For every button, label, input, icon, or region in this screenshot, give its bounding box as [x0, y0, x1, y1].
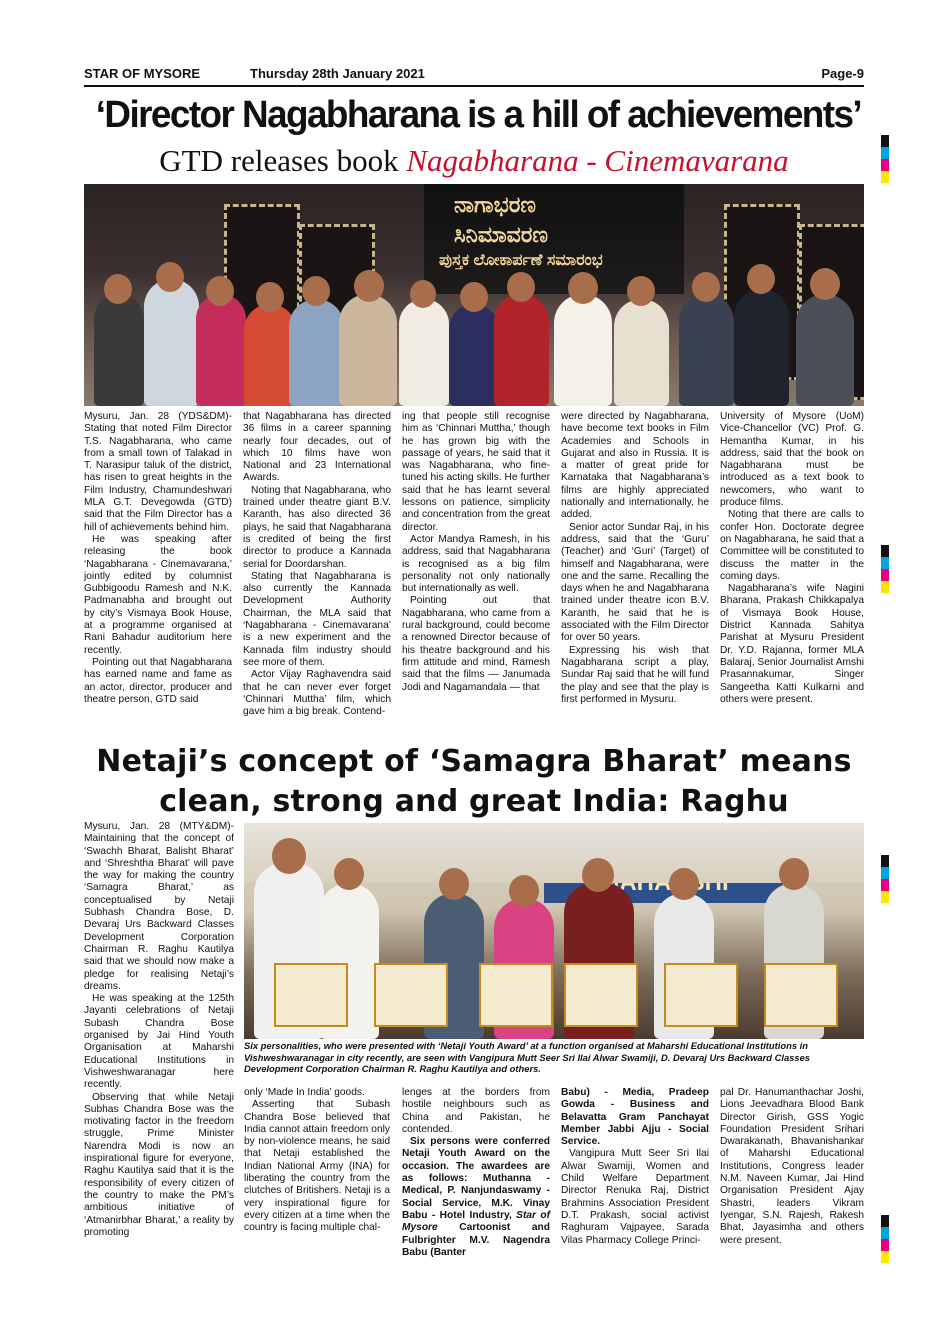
- person-figure: [614, 299, 669, 406]
- story2-column-2: [244, 1087, 390, 1235]
- publication-name: STAR OF MYSORE: [84, 66, 201, 81]
- story1-column-4: [561, 411, 709, 706]
- story1-headline: ‘Director Nagabharana is a hill of achievements’: [95, 94, 862, 136]
- person-head: [439, 868, 469, 900]
- person-figure: [734, 289, 789, 406]
- page-header: [84, 66, 864, 84]
- subhead-prefix: GTD releases book: [159, 143, 407, 178]
- story1-column-2: [243, 411, 391, 718]
- awardees-text-cont: Cartoonist and Fulbrighter M.V. Nagendra Babu (Banter: [402, 1222, 550, 1258]
- award-plaque: [479, 963, 553, 1027]
- story1-col1-paragraph: Mysuru, Jan. 28 (YDS&DM)- Stating that noted Film Director T.S. Nagabharana, who came from a small town of Talakad in T. Narasipur taluk of the district, has risen to great heights in the Film Industry, Chamundeshwari MLA G.T. Devegowda (GTD) said that the Film Director has a hill of achievements behind him.: [84, 411, 232, 533]
- banner-line2: ಸಿನಿಮಾವರಣ: [454, 222, 548, 247]
- color-registration-bar: [881, 855, 889, 903]
- person-figure: [494, 294, 549, 406]
- story2-photo-caption: Six personalities, who were presented with ‘Netaji Youth Award’ at a function organised at Maharshi Educational Institutions in Vishweshwaranagar in city recently, are seen with Vangipura Mutt Seer Sri Ilai Alwar Swamiji, D. Devaraj Urs Backward Classes Development Corporation Chairman R. Raghu Kautilya and others.: [244, 1040, 811, 1074]
- story1-photo: [84, 184, 864, 406]
- story2-col1-paragraph: He was speaking at the 125th Jayanti celebrations of Netaji Subash Chandra Bose organised by Jai Hind Youth Organisation at Maharshi Educational Institutions in Vishweshwaranagar here recently.: [84, 993, 234, 1091]
- story1-col5-paragraph: Nagabharana’s wife Nagini Bharana, Prakash Chikkapalya of Vismaya Book House, District Kannada Sahitya Parishat at Mysuru President Dr. Y.D. Rajanna, former MLA Balaraj, Senior Journalist Amshi Prasannakumar, Singer Sangeetha Katti Kulkarni and others were present.: [720, 583, 864, 705]
- story2-col2-paragraph: Asserting that Subash Chandra Bose believed that India cannot attain freedom only by non-violence means, he said that Netaji established the Indian National Army (INA) for liberating the country from the clutches of Britishers. Netaji is a very inspirational figure for every citizen at a time when the country is facing multiple chal-: [244, 1099, 390, 1234]
- person-head: [507, 272, 535, 302]
- story1-col3-paragraph: ing that people still recognise him as ‘Chinnari Muttha,’ though he has grown big with the passage of years, he said that it was Nagabharana, who fine-tuned his acting skills. He further said that he has learnt several lessons on patience, simplicity and concentration from the great director.: [402, 411, 550, 533]
- person-head: [810, 268, 840, 300]
- story1-col2-paragraph: Noting that Nagabharana, who trained under theatre giant B.V. Karanth, has also directed 36 plays, he said that Nagabharana is credited of being the first director to produce a Kannada serial for Doordarshan.: [243, 484, 391, 570]
- person-head: [354, 270, 384, 302]
- story2-column-1: [84, 821, 234, 1239]
- person-head: [156, 262, 184, 292]
- person-figure: [399, 299, 449, 406]
- col4-paragraph1: Babu) - Media, Pradeep Gowda - Business and Belavatta Gram Panchayat Member Jabbi Ajju - Social Service.: [561, 1087, 709, 1148]
- story1-col2-paragraph: Stating that Nagabharana is also currently the Kannada Development Authority Chairman, the MLA said that ‘Nagabharana - Cinemavarana’ is a new experiment and the Kannada film industry should see more of them.: [243, 570, 391, 668]
- banner-line1: ನಾಗಾಭರಣ: [454, 192, 536, 217]
- person-figure: [554, 294, 612, 406]
- story2-headline-line1: Netaji’s concept of ‘Samagra Bharat’ means: [96, 744, 852, 779]
- person-head: [582, 858, 614, 892]
- award-plaque: [764, 963, 838, 1027]
- story2-photo: [244, 823, 864, 1039]
- person-head: [460, 282, 488, 312]
- person-head: [256, 282, 284, 312]
- color-registration-bar: [881, 1215, 889, 1263]
- person-head: [272, 838, 306, 874]
- col3-paragraph2: [402, 1136, 550, 1259]
- story1-col1-paragraph: Pointing out that Nagabharana has earned name and fame as an actor, director, producer and theatre person, GTD said: [84, 656, 232, 705]
- story2-col2-paragraph: only ‘Made In India’ goods.: [244, 1087, 365, 1098]
- person-figure: [196, 294, 246, 406]
- person-head: [302, 276, 330, 306]
- story1-col4-paragraph: Senior actor Sundar Raj, in his address, said that the ‘Guru’ (Teacher) and ‘Guri’ (Target) of himself and Nagabharana, were one and the same. Recalling the days when he and Nagabharana trained under theatre icon B.V. Karanth, he said that he is associated with the Film Director for over 50 years.: [561, 521, 709, 644]
- person-head: [669, 868, 699, 900]
- person-head: [410, 280, 436, 308]
- story1-subhead: [84, 143, 864, 179]
- story2-column-5: [720, 1087, 864, 1247]
- award-plaque: [374, 963, 448, 1027]
- person-figure: [679, 294, 734, 406]
- person-head: [692, 272, 720, 302]
- story1-column-1: [84, 411, 232, 706]
- story1-col3-paragraph: Actor Mandya Ramesh, in his address, said that Nagabharana is recognised as a big film personality not only nationally but internationally as well.: [402, 533, 550, 595]
- person-head: [334, 858, 364, 890]
- story1-col5-paragraph: University of Mysore (UoM) Vice-Chancellor (VC) Prof. G. Hemantha Kumar, in his address, said that the book on Nagabharana must be introduced as a text book to newcomers, who want to produce films.: [720, 411, 864, 509]
- award-plaque: [664, 963, 738, 1027]
- story2-column-4: [561, 1087, 709, 1247]
- story1-column-3: [402, 411, 550, 694]
- banner-line3: ಪುಸ್ತಕ ಲೋಕಾರ್ಪಣೆ ಸಮಾರಂಭ: [439, 252, 603, 269]
- newspaper-name: Star of Mysore: [402, 1209, 550, 1234]
- story1-col2-paragraph: Actor Vijay Raghavendra said that he can never ever forget ‘Chinnari Muttha’ film, which gave him a big break. Contend-: [243, 669, 391, 718]
- story2-headline-line2: clean, strong and great India: Raghu: [159, 784, 789, 819]
- story1-col2-paragraph: that Nagabharana has directed 36 films in a career spanning nearly four decades, out of which 10 films have won National and 23 International Awards.: [243, 411, 391, 484]
- award-plaque: [564, 963, 638, 1027]
- col3-paragraph1: lenges at the borders from hostile neighbours such as China and Pakistan, he contended.: [402, 1087, 550, 1135]
- story1-col4-paragraph: Expressing his wish that Nagabharana script a play, Sundar Raj said that he will fund the play and see that the play is first performed in Mysuru.: [561, 644, 709, 705]
- person-head: [747, 264, 775, 294]
- issue-date: Thursday 28th January 2021: [250, 66, 425, 81]
- story2-column-3: [402, 1087, 550, 1259]
- col4-paragraph2: Vangipura Mutt Seer Sri Ilai Alwar Swamiji, Women and Child Welfare Department Director Renuka Raj, District Brahmins Association President D.T. Prakash, social activist Raghuram Vajpayee, Sarada Vilas Pharmacy College Princi-: [561, 1148, 709, 1246]
- subhead-book-title: Nagabharana - Cinemavarana: [406, 143, 789, 178]
- story2-col1-paragraph: Observing that while Netaji Subhas Chandra Bose was the motivating factor in the freedom struggle, Prime Minister Narendra Modi is now an inspirational figure for everyone, Raghu Kautilya said that it is the responsibility of every citizen of the country to make the PM’s ambitious initiative of ‘Atmanirbhar Bharat,’ a reality by promoting: [84, 1091, 234, 1238]
- person-head: [568, 272, 598, 304]
- awardees-text: Six persons were conferred Netaji Youth Award on the occasion. The awardees are as follows: Muthanna - Medical, P. Nanjundaswamy - Social Service, M.K. Vinay Babu - Hotel Industry,: [402, 1136, 550, 1221]
- story1-col5-paragraph: Noting that there are calls to confer Hon. Doctorate degree on Nagabharana, he said that a Committee will be constituted to discuss the matter in the coming days.: [720, 509, 864, 582]
- person-figure: [449, 304, 499, 406]
- story2-col1-paragraph: Mysuru, Jan. 28 (MTY&DM)- Maintaining that the concept of ‘Swachh Bharat, Balisht Bharat’ and ‘Shreshtha Bharat’ will pave the way for making the country ‘Samagra Bharat,’ as conceptualised by Netaji Subhash Chandra Bose, D. Devaraj Urs Backward Classes Development Corporation Chairman R. Raghu Kautilya said that we should now make a pledge for realising Netaji’s dreams.: [84, 821, 234, 992]
- person-figure: [289, 299, 344, 406]
- person-figure: [94, 294, 144, 406]
- color-registration-bar: [881, 135, 889, 183]
- story1-col3-paragraph: Pointing out that Nagabharana, who came from a rural background, could become a renowned Director because of his theatre background and his firm attitude and mind, Ramesh said that the films — Janumada Jodi and Nagamandala — that: [402, 595, 550, 693]
- person-head: [779, 858, 809, 890]
- story1-column-5: [720, 411, 864, 706]
- story1-col1-paragraph: He was speaking after releasing the book ‘Nagabharana - Cinemavarana,’ jointly edited by columnist Gubbigoodu Ramesh and N.K. Padmanabha and brought out by city’s Vismaya Book House, at a programme organised at Rani Bahadur auditorium here recently.: [84, 533, 232, 656]
- person-head: [206, 276, 234, 306]
- person-figure: [144, 279, 199, 406]
- person-head: [509, 875, 539, 907]
- story2-col5-paragraph: pal Dr. Hanumanthachar Joshi, Lions Jeevadhara Blood Bank Director Girish, GSS Yogic Foundation President Srihari Dwarakanath, Bhavanishankar of Maharshi Educational Institutions, Congress leader N.M. Naveen Kumar, Jai Hind Organisation President Ajay Shastri, leaders Vikram Iyengar, S.N. Rajesh, Rakesh Bhat, Jayasimha and others were present.: [720, 1087, 864, 1246]
- page-number: Page-9: [821, 66, 864, 81]
- story1-col4-paragraph: were directed by Nagabharana, have become text books in Film Academies and Schools in Gujarat and also in Russia. It is a matter of great pride for Karnataka that Nagabharana’s films are highly appreciated nationally and internationally, he added.: [561, 411, 709, 521]
- person-figure: [339, 294, 397, 406]
- color-registration-bar: [881, 545, 889, 593]
- award-plaque: [274, 963, 348, 1027]
- person-head: [104, 274, 132, 304]
- header-rule: [84, 85, 864, 87]
- person-head: [627, 276, 655, 306]
- person-figure: [796, 294, 854, 406]
